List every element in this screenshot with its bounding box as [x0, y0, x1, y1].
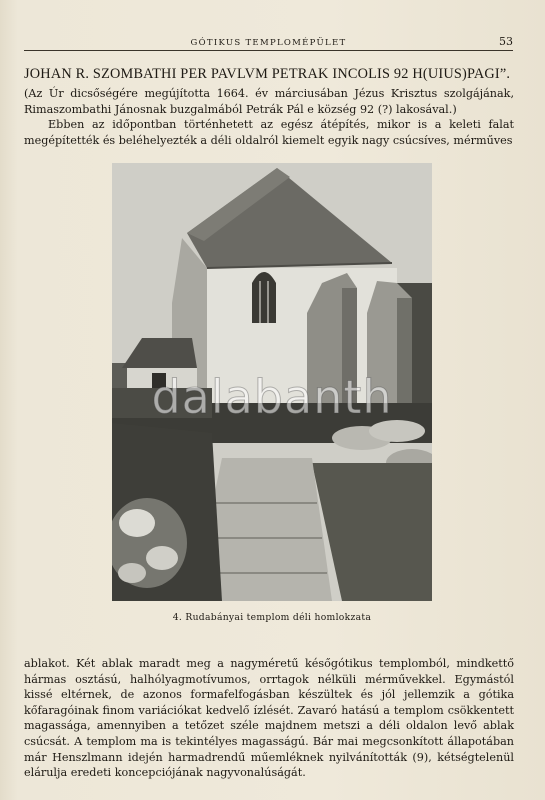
translation-paragraph: (Az Úr dicsőségére megújította 1664. év márciusában Jézus Krisztus szolgájának, Rimaszombathi Jánosnak buzgalmából Petrák Pál e község 92 (?) lakosával.): [24, 87, 514, 116]
figure-caption: 4. Rudabányai templom déli homlokzata: [172, 612, 372, 623]
running-title: GÓTIKUS TEMPLOMÉPÜLET: [190, 38, 347, 48]
running-head: [24, 34, 513, 51]
body-paragraph-1: Ebben az időpontban történhetett az egész átépítés, mikor is a keleti falat megépítették és beléhelyezték a déli oldalról kiemelt egyik nagy csúcsíves, mérműves: [24, 118, 514, 147]
body-text-top: [24, 86, 514, 148]
page-number: 53: [499, 35, 513, 48]
watermark: dalabanth: [151, 370, 393, 424]
body-paragraph-2: ablakot. Két ablak maradt meg a nagyméretű későgótikus templomból, mindkettő hármas osztású, halhólyagmotívumos, orrtagok nélküli mérművekkel. Egymástól kissé eltérnek, de azonos formafelfogásban készültek és jól jellemzik a gótika kőfaragóinak finom variációkat kedvelő ízlését. Zavaró hatású a templom csökkentett magassága, amennyiben a tetőzet széle majdnem metszi a déli oldalon levő ablak csúcsát. A templom ma is tekintélyes magasságú. Bár mai megcsonkított állapotában már Henszlmann idején harmadrendű műemléknek nyilvánították (9), kétségtelenül elárulja eredeti koncepciójának nagyvonalúságát.: [24, 657, 514, 780]
church-photograph: [112, 163, 432, 601]
inscription-text: JOHAN R. SZOMBATHI PER PAVLVM PETRAK INCOLIS 92 H(UIUS)PAGI”.: [24, 66, 511, 82]
body-text-bottom: [24, 656, 514, 781]
church-photo-illustration: [112, 163, 432, 601]
